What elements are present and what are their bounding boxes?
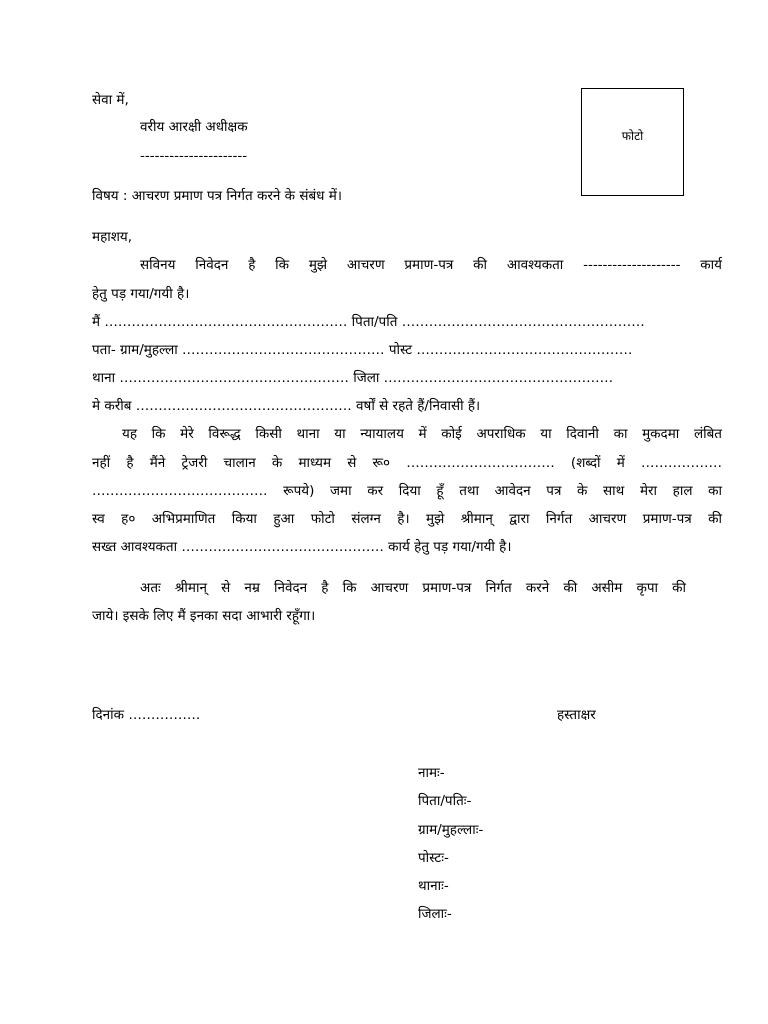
para2-line5: सख्त आवश्यकता ……………………………………… कार्य हेतु पड़ गया/गयी है। (92, 539, 512, 555)
detail-thana: थानाः- (418, 878, 449, 894)
field-address: पता- ग्राम/मुहल्ला ……………………………………… पोस्ट ………………………………………… (92, 342, 633, 358)
para2-line1: यह कि मेरे विरूद्ध किसी थाना या न्यायालय में कोई अपराधिक या दिवानी का मुकदमा लंबित (122, 426, 722, 442)
salutation: महाशय, (92, 229, 133, 245)
detail-village: ग्राम/मुहल्लाः- (418, 822, 484, 838)
recipient-title: वरीय आरक्षी अधीक्षक (140, 119, 248, 135)
subject-line: विषय : आचरण प्रमाण पत्र निर्गत करने के संबंध में। (92, 188, 342, 204)
para2-line3: ………………………………… रूपये) जमा कर दिया हूँ तथा आवेदन पत्र के साथ मेरा हाल का (92, 483, 722, 499)
para3-line1: अतः श्रीमान् से नम्र निवेदन है कि आचरण प्रमाण-पत्र निर्गत करने की असीम कृपा की (140, 580, 686, 596)
signature-label: हस्ताक्षर (557, 707, 596, 723)
para3-line2: जाये। इसके लिए मैं इनका सदा आभारी रहूँगा। (92, 608, 316, 624)
detail-post: पोस्टः- (418, 850, 449, 866)
field-residence: मे करीब ………………………………………… वर्षों से रहते हैं/निवासी हैं। (92, 398, 481, 414)
detail-district: जिलाः- (418, 906, 452, 922)
para1-line2: हेतु पड़ गया/गयी है। (92, 286, 190, 302)
detail-father: पिता/पतिः- (418, 793, 472, 809)
photo-box (581, 88, 684, 196)
detail-name: नामः- (418, 765, 445, 781)
field-thana: थाना …………………………………………… जिला …………………………………………… (92, 370, 614, 386)
para2-line2: नहीं है मैंने ट्रेजरी चालान के माध्यम से रू० …………………………… (शब्दों में ……………… (92, 455, 722, 471)
para2-line4: स्व ह० अभिप्रमाणित किया हुआ फोटो संलग्न है। मुझे श्रीमान् द्वारा निर्गत आचरण प्रमाण-पत्र की (92, 511, 722, 527)
date-field: दिनांक ……………. (92, 707, 201, 723)
address-dash-line: ---------------------- (140, 148, 248, 164)
address-salutation: सेवा में, (92, 92, 129, 108)
field-main: मैं ……………………………………………… पिता/पति ……………………………………………… (92, 314, 645, 330)
para1-line1: सविनय निवेदन है कि मुझे आचरण प्रमाण-पत्र की आवश्यकता -------------------- कार्य (140, 257, 722, 273)
photo-label: फोटो (621, 129, 644, 143)
